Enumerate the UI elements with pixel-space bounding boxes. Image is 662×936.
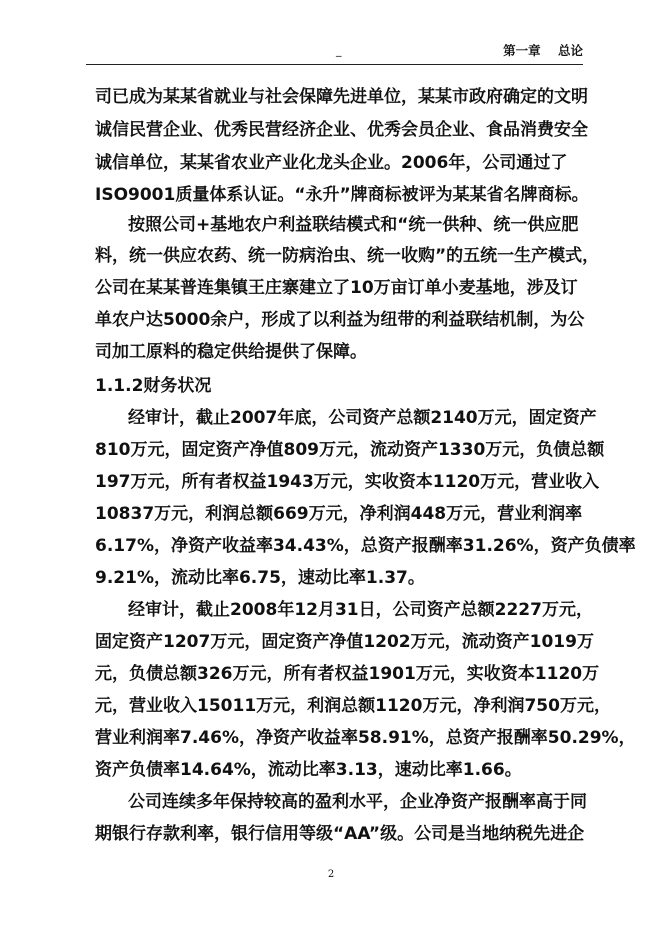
text-line: 期银行存款利率，银行信用等级“AA”级。公司是当地纳税先进企 [95, 824, 585, 844]
text-line: 司已成为某某省就业与社会保障先进单位，某某市政府确定的文明 [95, 87, 588, 107]
text-line: 诚信民营企业、优秀民营经济企业、优秀会员企业、食品消费安全 [95, 120, 588, 140]
text-line: 单农户达5000余户，形成了以利益为纽带的利益联结机制，为公 [95, 310, 585, 330]
text-line: 元，负债总额326万元，所有者权益1901万元，实收资本1120万 [95, 664, 600, 684]
text-line: 营业利润率7.46%，净资产收益率58.91%，总资产报酬率50.29%， [95, 728, 636, 748]
chapter-title: 第一章 总论 [503, 43, 583, 58]
paragraph-first-line: 经审计，截止2008年12月31日，公司资产总额2227万元， [128, 600, 593, 620]
paragraph-first-line: 经审计，截止2007年底，公司资产总额2140万元，固定资产 [128, 408, 597, 428]
text-line: 元，营业收入15011万元，利润总额1120万元，净利润750万元， [95, 696, 611, 716]
text-line: 诚信单位，某某省农业产业化龙头企业。2006年，公司通过了 [95, 153, 568, 173]
text-line: 197万元，所有者权益1943万元，实收资本1120万元，营业收入 [95, 472, 600, 492]
text-line: 6.17%，净资产收益率34.43%，总资产报酬率31.26%，资产负债率 [95, 536, 636, 556]
text-line: 料，统一供应农药、统一防病治虫、统一收购”的五统一生产模式， [95, 246, 600, 266]
header-mark: _ [336, 44, 342, 57]
paragraph-first-line: 按照公司+基地农户利益联结模式和“统一供种、统一供应肥 [128, 215, 579, 235]
text-line: 固定资产1207万元，固定资产净值1202万元，流动资产1019万 [95, 632, 594, 652]
section-heading: 1.1.2财务状况 [95, 376, 212, 396]
text-line: 9.21%，流动比率6.75，速动比率1.37。 [95, 568, 425, 588]
text-line: 公司在某某普连集镇王庄寨建立了10万亩订单小麦基地，涉及订 [95, 278, 578, 298]
text-line: 10837万元，利润总额669万元，净利润448万元，营业利润率 [95, 504, 583, 524]
text-line: 资产负债率14.64%，流动比率3.13，速动比率1.66。 [95, 760, 522, 780]
paragraph-first-line: 公司连续多年保持较高的盈利水平，企业净资产报酬率高于同 [128, 792, 587, 812]
text-line: ISO9001质量体系认证。“永升”牌商标被评为某某省名牌商标。 [95, 185, 589, 205]
text-line: 司加工原料的稳定供给提供了保障。 [95, 342, 367, 362]
text-line: 810万元，固定资产净值809万元，流动资产1330万元，负债总额 [95, 440, 605, 460]
page-number: 2 [327, 869, 335, 880]
